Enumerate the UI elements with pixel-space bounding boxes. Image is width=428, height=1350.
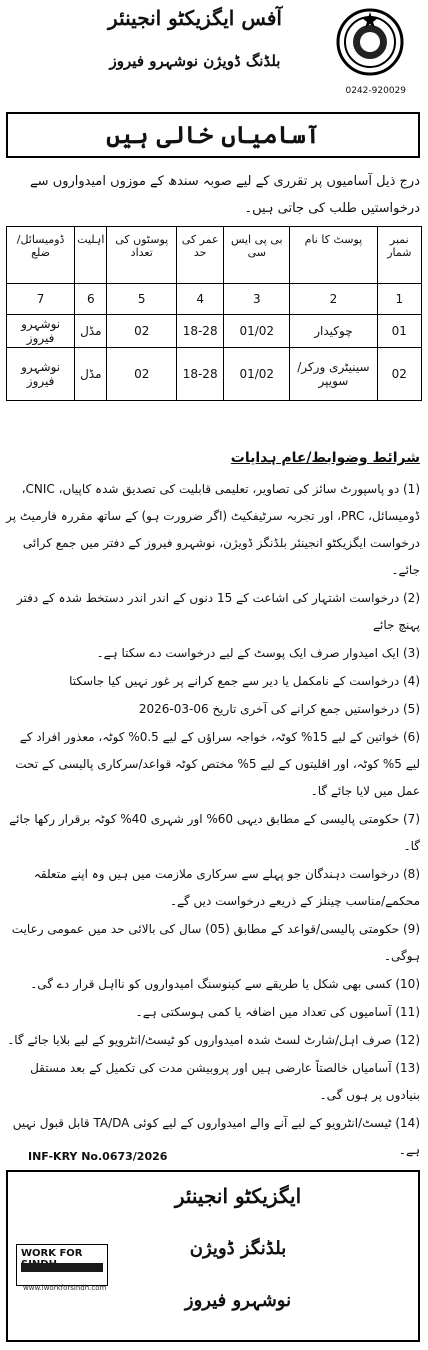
col-post-count: پوسٹوں کی تعداد <box>107 227 177 284</box>
rules-list <box>6 476 420 1165</box>
vacancies-banner: آسامیاں خالی ہیں <box>6 112 420 158</box>
table-cell: 7 <box>7 284 75 315</box>
table-cell: نوشہرو فیروز <box>7 348 75 401</box>
government-seal-icon <box>336 8 404 76</box>
rule-item: (1) دو پاسپورٹ سائز کی تصاویر، تعلیمی قابلیت کی تصدیق شدہ کاپیاں، CNIC، ڈومیسائل، PRC، اور تجربہ سرٹیفکیٹ (اگر ضرورت ہو) کے ساتھ مقررہ فارمیٹ پر درخواست ایگزیکٹو انجینئر بلڈنگز ڈویژن، نوشہرو فیروز کے دفتر میں جمع کرائی جائے۔ <box>6 482 420 577</box>
table-cell: 02 <box>107 348 177 401</box>
signatory-location: نوشہرو فیروز <box>184 1290 292 1311</box>
rule-item: (4) درخواست کے نامکمل یا دیر سے جمع کرانے پر غور نہیں کیا جاسکتا <box>69 674 420 688</box>
rule-item: (12) صرف اہل/شارٹ لسٹ شدہ امیدواروں کو ٹیسٹ/انٹرویو کے لیے بلایا جائے گا۔ <box>7 1033 420 1047</box>
table-cell: 02 <box>377 348 421 401</box>
table-cell: 1 <box>377 284 421 315</box>
rule-item: (5) درخواستیں جمع کرانے کی آخری تاریخ 06-03-2026 <box>138 702 420 716</box>
col-bps: بی پی ایس سی <box>224 227 290 284</box>
badge-bar <box>21 1263 103 1272</box>
table-cell: مڈل <box>75 348 107 401</box>
table-cell: 3 <box>224 284 290 315</box>
col-serial: نمبر شمار <box>377 227 421 284</box>
table-cell: 6 <box>75 284 107 315</box>
col-qualification: اہلیت <box>75 227 107 284</box>
rule-item: (6) خواتین کے لیے 15% کوٹہ، خواجہ سراؤں کے لیے 0.5% کوٹہ، معذور افراد کے لیے 5% کوٹہ، اور اقلیتوں کے لیے 5% مختص کوٹہ قواعد/سرکاری پالیسی کے تحت عمل میں لایا جائے گا۔ <box>15 730 420 798</box>
header <box>0 0 428 104</box>
rule-item: (7) حکومتی پالیسی کے مطابق دیہی 60% اور شہری 40% کوٹہ برقرار رکھا جائے گا۔ <box>9 812 420 853</box>
col-domicile: ڈومیسائل/ضلع <box>7 227 75 284</box>
table-cell: 5 <box>107 284 177 315</box>
table-cell: 01/02 <box>224 315 290 348</box>
rule-item: (3) ایک امیدوار صرف ایک پوسٹ کے لیے درخواست دے سکتا ہے۔ <box>96 646 420 660</box>
table-cell: 18-28 <box>177 348 224 401</box>
signature-block <box>6 1170 420 1342</box>
table-cell: 01/02 <box>224 348 290 401</box>
rule-item: (11) آسامیوں کی تعداد میں اضافہ یا کمی ہوسکتی ہے۔ <box>135 1005 420 1019</box>
office-title: آفس ایگزیکٹو انجینئر <box>108 6 282 30</box>
col-post-name: پوسٹ کا نام <box>290 227 377 284</box>
rules-heading: شرائط وضوابط/عام ہدایات <box>230 450 420 466</box>
division-title: بلڈنگ ڈویژن نوشہرو فیروز <box>109 52 281 70</box>
signatory-division: بلڈنگز ڈویژن <box>189 1238 287 1259</box>
table-header-row <box>7 227 422 284</box>
rule-item: (14) ٹیسٹ/انٹرویو کے لیے آنے والے امیدواروں کے لیے کوئی TA/DA قابل قبول نہیں ہے۔ <box>12 1116 420 1157</box>
table-cell: سینیٹری ورکر/سویپر <box>290 348 377 401</box>
table-cell: 01 <box>377 315 421 348</box>
rule-item: (10) کسی بھی شکل یا طریقے سے کینوسنگ امیدواروں کو نااہل قرار دے گی۔ <box>30 977 420 991</box>
phone-number: 0242-920029 <box>345 86 406 96</box>
badge-title: WORK FOR <box>21 1248 83 1259</box>
work-for-sindh-badge <box>16 1244 108 1292</box>
intro-text: درج ذیل آسامیوں پر تقرری کے لیے صوبہ سندھ کے موزوں امیدواروں سے درخواستیں طلب کی جاتی ہیں۔ <box>30 174 420 216</box>
table-cell: مڈل <box>75 315 107 348</box>
reference-number: INF-KRY No.0673/2026 <box>28 1150 168 1163</box>
table-row <box>7 348 422 401</box>
table-cell: 2 <box>290 284 377 315</box>
signatory-title: ایگزیکٹو انجینئر <box>174 1184 302 1208</box>
col-age-limit: عمر کی حد <box>177 227 224 284</box>
table-cell: 18-28 <box>177 315 224 348</box>
rule-item: (2) درخواست اشتہار کی اشاعت کے 15 دنوں کے اندر اندر دستخط شدہ کے دفتر پہنچ جائے <box>16 591 420 632</box>
table-number-row <box>7 284 422 315</box>
badge-url: www.iworkforsindh.com <box>23 1284 107 1292</box>
rule-item: (13) آسامیاں خالصتاً عارضی ہیں اور پروبیشن مدت کی تکمیل کے بعد مستقل بنیادوں پر ہوں گی۔ <box>30 1061 420 1102</box>
table-cell: نوشہرو فیروز <box>7 315 75 348</box>
table-cell: 4 <box>177 284 224 315</box>
table-cell: 02 <box>107 315 177 348</box>
table-row <box>7 315 422 348</box>
vacancies-table <box>6 226 422 401</box>
table-cell: چوکیدار <box>290 315 377 348</box>
rule-item: (8) درخواست دہندگان جو پہلے سے سرکاری ملازمت میں ہیں وہ اپنے متعلقہ محکمے/مناسب چینلز کے ذریعے درخواست دیں گے۔ <box>33 867 420 908</box>
rule-item: (9) حکومتی پالیسی/قواعد کے مطابق (05) سال کی بالائی حد میں عمومی رعایت ہوگی۔ <box>11 922 420 963</box>
